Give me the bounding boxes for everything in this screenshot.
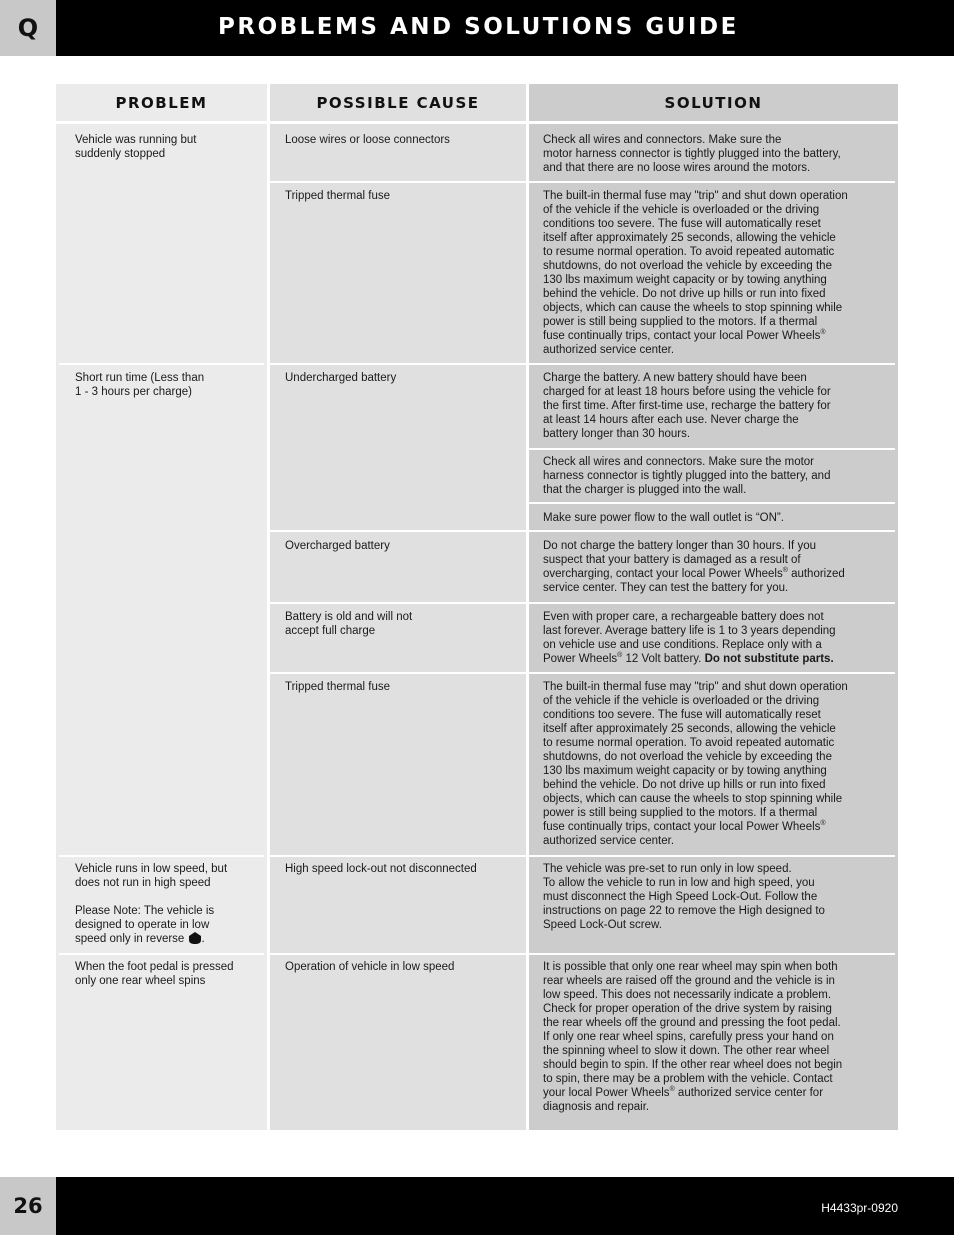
footer-bar <box>0 1177 954 1235</box>
cause-cell: Loose wires or loose connectors <box>285 134 450 146</box>
row-divider <box>529 502 895 504</box>
solution-cell: Check all wires and connectors. Make sure the motor harness connector is tightly plugged into the battery, and that the charger is plugged into the wall. <box>543 456 831 496</box>
cause-cell: Tripped thermal fuse <box>285 681 391 693</box>
document-code: H4433pr-0920 <box>821 1201 898 1215</box>
row-divider <box>529 855 895 857</box>
row-divider <box>270 530 526 532</box>
problem-header: PROBLEM <box>115 94 208 112</box>
reverse-gear-icon <box>188 932 202 944</box>
page-number: 26 <box>0 1177 56 1235</box>
problem-cell: Vehicle was running but suddenly stopped <box>75 134 197 160</box>
row-divider <box>529 181 895 183</box>
solution-cell: Charge the battery. A new battery should have been charged for at least 18 hours before using the vehicle for the first time. After first-time use, recharge the battery for at least 14 hours after each use. Never charge the battery longer than 30 hours. <box>543 372 831 440</box>
header-divider <box>270 121 526 124</box>
cause-cell: Battery is old and will not accept full charge <box>285 611 413 637</box>
row-divider <box>270 953 526 955</box>
row-divider <box>529 363 895 365</box>
solution-cell: Check all wires and connectors. Make sure the motor harness connector is tightly plugged into the battery, and that there are no loose wires around the motors. <box>543 134 841 174</box>
problems-table <box>56 84 898 1130</box>
row-divider <box>59 953 264 955</box>
row-divider <box>59 363 264 365</box>
cause-cell: High speed lock-out not disconnected <box>285 863 477 875</box>
row-divider <box>270 363 526 365</box>
row-divider <box>270 855 526 857</box>
cause-cell: Tripped thermal fuse <box>285 190 391 202</box>
header-divider <box>529 121 898 124</box>
solution-cell: Do not charge the battery longer than 30 hours. If you suspect that your battery is damaged as a result of overcharging, contact your local Power Wheels® authorized service center. They can test the battery for you. <box>543 540 845 594</box>
solution-cell: It is possible that only one rear wheel may spin when both rear wheels are raised off the ground and the vehicle is in low speed. This does not necessarily indicate a problem. Check for proper operation of the drive system by raising the rear wheels off the ground and pressing the foot pedal. If only one rear wheel spins, carefully press your hand on the spinning wheel to slow it down. The other rear wheel should begin to spin. If the other rear wheel does not begin to spin, there may be a problem with the vehicle. Contact your local Power Wheels® authorized service center for diagnosis and repair. <box>543 961 843 1113</box>
problem-cell: Vehicle runs in low speed, but does not run in high speed Please Note: The vehicle is designed to operate in low speed only in reverse . <box>75 863 228 945</box>
row-divider <box>59 855 264 857</box>
row-divider <box>270 672 526 674</box>
header-divider <box>56 121 267 124</box>
row-divider <box>270 602 526 604</box>
problem-cell: When the foot pedal is pressed only one rear wheel spins <box>75 961 234 987</box>
cause-cell: Undercharged battery <box>285 372 397 384</box>
cause-cell: Operation of vehicle in low speed <box>285 961 455 973</box>
cause-header: POSSIBLE CAUSE <box>316 94 480 112</box>
row-divider <box>529 953 895 955</box>
row-divider <box>270 181 526 183</box>
row-divider <box>529 672 895 674</box>
solution-header: SOLUTION <box>664 94 763 112</box>
solution-cell: The built-in thermal fuse may "trip" and shut down operation of the vehicle if the vehicle is overloaded or the driving conditions too severe. The fuse will automatically reset itself after approximately 25 seconds, allowing the vehicle to resume normal operation. To avoid repeated automatic shutdowns, do not overload the vehicle by exceeding the 130 lbs maximum weight capacity or by towing anything behind the vehicle. Do not drive up hills or run into fixed objects, which can cause the wheels to stop spinning while power is still being supplied to the motors. If a thermal fuse continually trips, contact your local Power Wheels® authorized service center. <box>543 681 848 847</box>
problem-cell: Short run time (Less than 1 - 3 hours per charge) <box>75 372 205 398</box>
cause-cell: Overcharged battery <box>285 540 390 552</box>
solution-cell: The vehicle was pre-set to run only in low speed. To allow the vehicle to run in low and high speed, you must disconnect the High Speed Lock-Out. Follow the instructions on page 22 to remove the High designed to Speed Lock-Out screw. <box>543 863 825 931</box>
row-divider <box>529 530 895 532</box>
row-divider <box>529 448 895 450</box>
section-tab: Q <box>0 0 56 56</box>
page-title: PROBLEMS AND SOLUTIONS GUIDE <box>218 14 739 40</box>
row-divider <box>529 602 895 604</box>
solution-cell: Make sure power flow to the wall outlet is “ON”. <box>543 512 784 524</box>
solution-cell: The built-in thermal fuse may "trip" and shut down operation of the vehicle if the vehicle is overloaded or the driving conditions too severe. The fuse will automatically reset itself after approximately 25 seconds, allowing the vehicle to resume normal operation. To avoid repeated automatic shutdowns, do not overload the vehicle by exceeding the 130 lbs maximum weight capacity or by towing anything behind the vehicle. Do not drive up hills or run into fixed objects, which can cause the wheels to stop spinning while power is still being supplied to the motors. If a thermal fuse continually trips, contact your local Power Wheels® authorized service center. <box>543 190 848 356</box>
solution-cell: Even with proper care, a rechargeable battery does not last forever. Average battery life is 1 to 3 years depending on vehicle use and use conditions. Replace only with a Power Wheels® 12 Volt battery. Do not substitute parts. <box>543 611 836 665</box>
